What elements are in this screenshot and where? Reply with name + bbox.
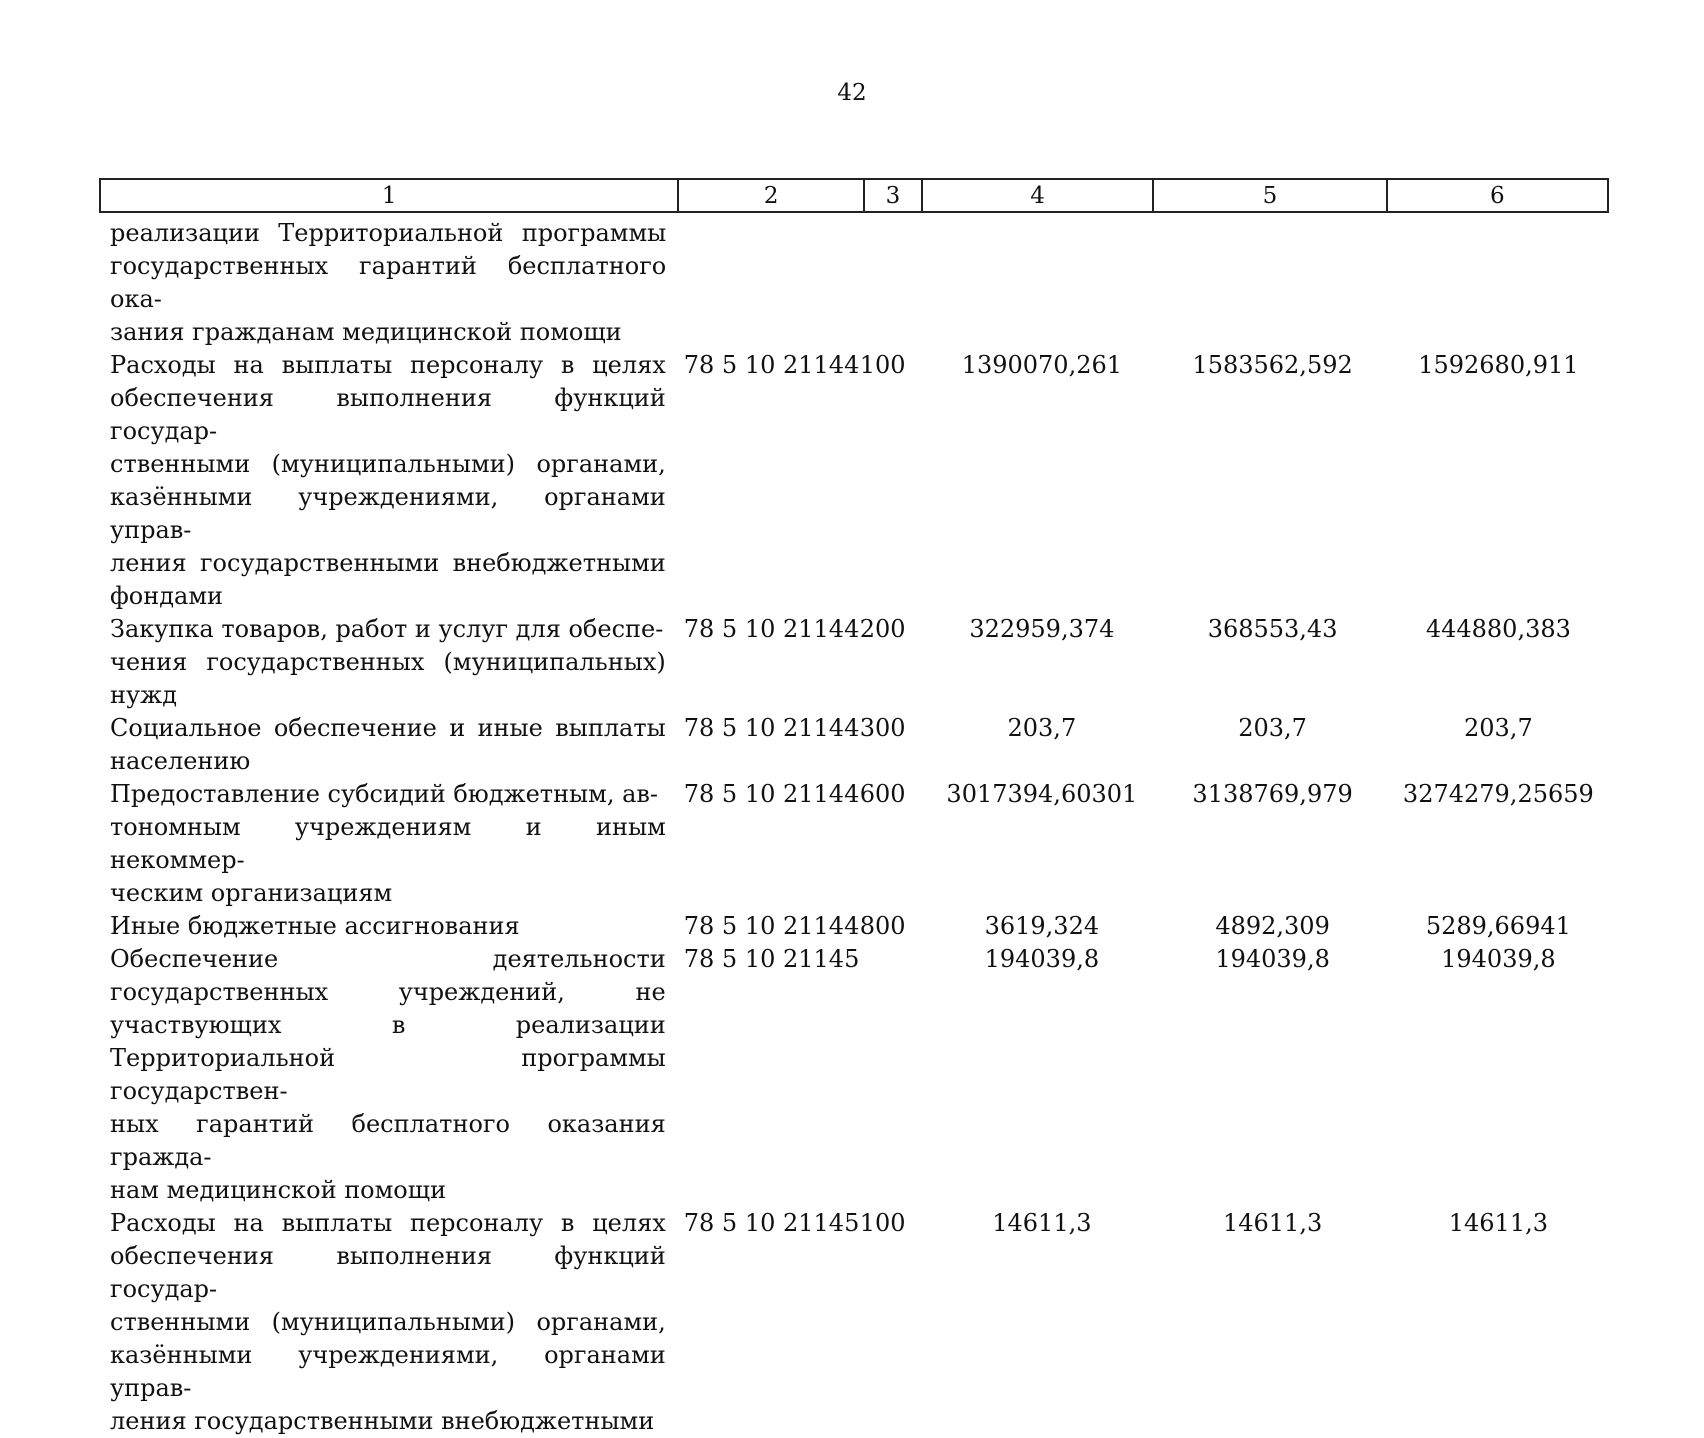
table-body [110,217,1610,1438]
header-col-1: 1 [101,180,679,211]
row-code: 78 5 10 21144 [683,351,860,379]
page-number: 42 [837,80,867,106]
row-value-col-5: 203,7 [1238,714,1307,742]
row-value-col-6: 1592680,911 [1418,351,1579,379]
row-value-col-6: 14611,3 [1448,1209,1548,1237]
row-value-col-5: 1583562,592 [1192,351,1353,379]
table-row [110,217,1610,349]
row-value-col-4: 14611,3 [992,1209,1092,1237]
row-value-col-4: 203,7 [1007,714,1077,742]
table-row [110,943,1610,1207]
row-code: 78 5 10 21144 [683,912,860,940]
row-description: Закупка товаров, работ и услуг для обеспе- чения государственных (муниципальных) нужд [110,615,666,709]
table-row [110,1207,1610,1438]
row-description: Социальное обеспечение и иные выплаты населению [110,714,666,775]
row-value-col-5: 194039,8 [1215,945,1330,973]
row-value-col-5: 3138769,979 [1192,780,1353,808]
row-type: 200 [859,615,906,643]
row-type: 600 [859,780,906,808]
header-col-5: 5 [1154,180,1387,211]
row-value-col-5: 368553,43 [1207,615,1338,643]
row-code: 78 5 10 21144 [683,714,860,742]
row-value-col-5: 14611,3 [1222,1209,1323,1237]
table-row [110,910,1610,943]
row-code: 78 5 10 21145 [683,945,860,973]
row-description: Расходы на выплаты персоналу в целях обеспечения выполнения функций государ- ственными (муниципальными) органами, казёнными учреждениями, органами управ- ления государственными внебюджетными фондами [110,351,666,610]
row-description: Иные бюджетные ассигнования [110,912,520,940]
row-code: 78 5 10 21144 [683,615,860,643]
row-type: 300 [859,714,906,742]
row-code: 78 5 10 21145 [683,1209,860,1237]
row-value-col-4: 1390070,261 [961,351,1123,379]
row-value-col-6: 3274279,25659 [1402,780,1594,808]
row-description: Расходы на выплаты персоналу в целях обеспечения выполнения функций государ- ственными (муниципальными) органами, казёнными учреждениями, органами управ- ления государственными внебюджетными [110,1209,666,1435]
table-row [110,613,1610,712]
header-col-2: 2 [679,180,865,211]
row-type: 100 [859,1209,906,1237]
table-row [110,712,1610,778]
row-type: 100 [859,351,906,379]
row-value-col-4: 194039,8 [984,945,1100,973]
row-value-col-6: 444880,383 [1425,615,1571,643]
row-value-col-6: 194039,8 [1441,945,1556,973]
row-value-col-5: 4892,309 [1215,912,1330,940]
row-value-col-4: 322959,374 [969,615,1115,643]
table-header [99,178,1609,213]
row-type: 800 [859,912,906,940]
row-code: 78 5 10 21144 [683,780,860,808]
row-description: Предоставление субсидий бюджетным, ав- тономным учреждениям и иным некоммер- ческим организациям [110,780,666,907]
row-value-col-6: 203,7 [1464,714,1533,742]
row-value-col-6: 5289,66941 [1425,912,1571,940]
header-col-4: 4 [923,180,1154,211]
header-col-6: 6 [1489,182,1505,209]
header-col-3: 3 [865,180,923,211]
table-row [110,349,1610,613]
row-value-col-4: 3017394,60301 [946,780,1138,808]
row-description: реализации Территориальной программы государственных гарантий бесплатного ока- зания гражданам медицинской помощи [110,219,667,346]
row-value-col-4: 3619,324 [984,912,1100,940]
row-description: Обеспечение деятельности государственных учреждений, не участвующих в реализации Территориальной программы государствен- ных гарантий бесплатного оказания гражда- нам медицинской помощи [110,945,666,1204]
table-row [110,778,1610,910]
